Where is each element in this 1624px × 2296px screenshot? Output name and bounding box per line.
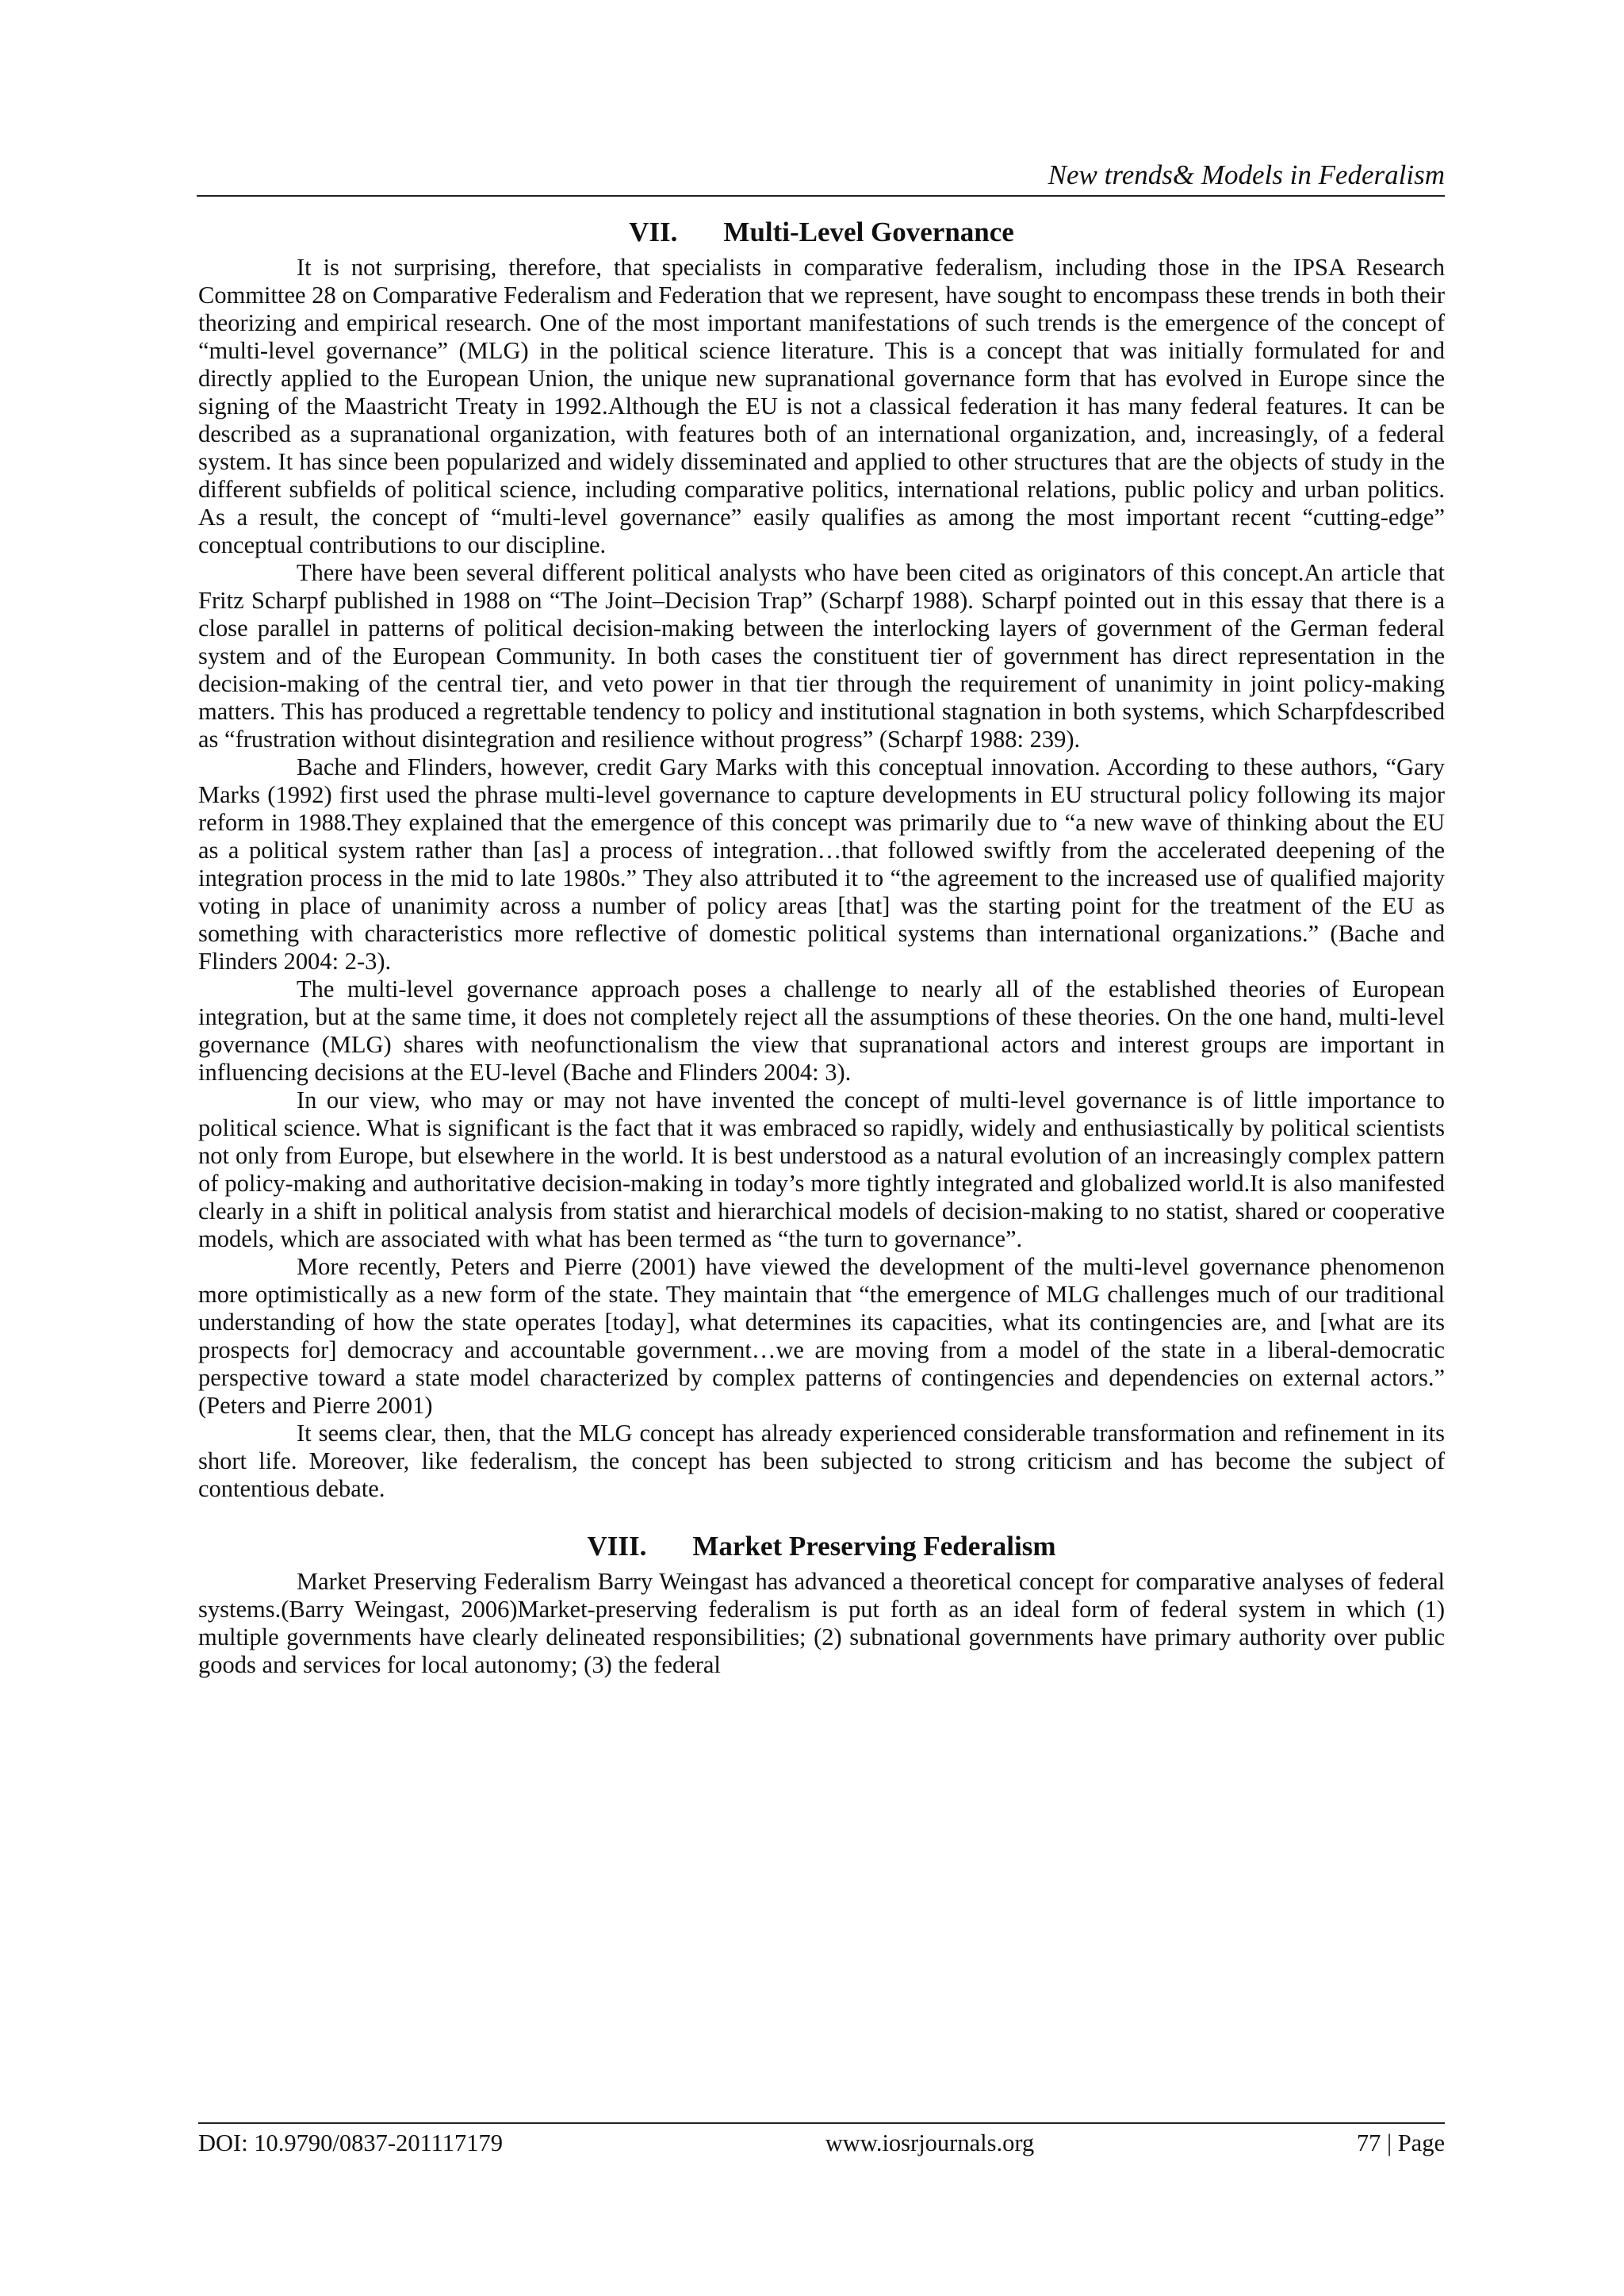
paragraph: It seems clear, then, that the MLG concept has already experienced considerable transformation and refinement in its short life. Moreover, like federalism, the concept has been subjected to strong criticism and has become the subject of contentious debate. xyxy=(198,1420,1445,1502)
running-title: New trends& Models in Federalism xyxy=(1048,159,1445,190)
paragraph: Market Preserving Federalism Barry Weingast has advanced a theoretical concept for comparative analyses of federal systems.(Barry Weingast, 2006)Market-preserving federalism is put forth as an ideal form of federal system in which (1) multiple governments have clearly delineated responsibilities; (2) subnational governments have primary authority over public goods and services for local autonomy; (3) the federal xyxy=(198,1568,1445,1678)
section-title: Multi-Level Governance xyxy=(723,217,1014,247)
footer-doi: DOI: 10.9790/0837-201117179 xyxy=(198,2129,504,2156)
section-heading-multi-level-governance xyxy=(198,216,1445,249)
paragraph: More recently, Peters and Pierre (2001) have viewed the development of the multi-level governance phenomenon more optimistically as a new form of the state. They maintain that “the emergence of MLG challenges much of our traditional understanding of how the state operates [today], what determines its capacities, what its contingencies are, and [what are its prospects for] democracy and accountable government…we are moving from a model of the state in a liberal-democratic perspective toward a state model characterized by complex patterns of contingencies and dependencies on external actors.” (Peters and Pierre 2001) xyxy=(198,1253,1445,1419)
article-body xyxy=(198,216,1445,1679)
section-heading-market-preserving-federalism xyxy=(198,1530,1445,1563)
section-number: VIII. xyxy=(587,1531,647,1562)
paragraph: Bache and Flinders, however, credit Gary Marks with this conceptual innovation. According to these authors, “Gary Marks (1992) first used the phrase multi-level governance to capture developments in EU structural policy following its major reform in 1988.They explained that the emergence of this concept was primarily due to “a new wave of thinking about the EU as a political system rather than [as] a process of integration…that followed swiftly from the accelerated deepening of the integration process in the mid to late 1980s.” They also attributed it to “the agreement to the increased use of qualified majority voting in place of unanimity across a number of policy areas [that] was the starting point for the treatment of the EU as something with characteristics more reflective of domestic political systems than international organizations.” (Bache and Flinders 2004: 2-3). xyxy=(198,753,1445,975)
section-number: VII. xyxy=(629,217,678,247)
paragraph: There have been several different political analysts who have been cited as originators of this concept.An article that Fritz Scharpf published in 1988 on “The Joint–Decision Trap” (Scharpf 1988). Scharpf pointed out in this essay that there is a close parallel in patterns of political decision-making between the interlocking layers of government of the German federal system and of the European Community. In both cases the constituent tier of government has direct representation in the decision-making of the central tier, and veto power in that tier through the requirement of unanimity in joint policy-making matters. This has produced a regrettable tendency to policy and institutional stagnation in both systems, which Scharpfdescribed as “frustration without disintegration and resilience without progress” (Scharpf 1988: 239). xyxy=(198,559,1445,753)
paragraph: It is not surprising, therefore, that specialists in comparative federalism, including those in the IPSA Research Committee 28 on Comparative Federalism and Federation that we represent, have sought to encompass these trends in both their theorizing and empirical research. One of the most important manifestations of such trends is the emergence of the concept of “multi-level governance” (MLG) in the political science literature. This is a concept that was initially formulated for and directly applied to the European Union, the unique new supranational governance form that has evolved in Europe since the signing of the Maastricht Treaty in 1992.Although the EU is not a classical federation it has many federal features. It can be described as a supranational organization, with features both of an international organization, and, increasingly, of a federal system. It has since been popularized and widely disseminated and applied to other structures that are the objects of study in the different subfields of political science, including comparative politics, international relations, public policy and urban politics. As a result, the concept of “multi-level governance” easily qualifies as among the most important recent “cutting-edge” conceptual contributions to our discipline. xyxy=(198,254,1445,558)
footer-website: www.iosrjournals.org xyxy=(825,2129,1035,2156)
page-footer xyxy=(198,2122,1445,2157)
section-title: Market Preserving Federalism xyxy=(692,1531,1056,1562)
footer-page-number: 77 | Page xyxy=(1356,2129,1445,2156)
paragraph: In our view, who may or may not have invented the concept of multi-level governance is of little importance to political science. What is significant is the fact that it was embraced so rapidly, widely and enthusiastically by political scientists not only from Europe, but elsewhere in the world. It is best understood as a natural evolution of an increasingly complex pattern of policy-making and authoritative decision-making in today’s more tightly integrated and globalized world.It is also manifested clearly in a shift in political analysis from statist and hierarchical models of decision-making to no statist, shared or cooperative models, which are associated with what has been termed as “the turn to governance”. xyxy=(198,1087,1445,1252)
paragraph: The multi-level governance approach poses a challenge to nearly all of the established theories of European integration, but at the same time, it does not completely reject all the assumptions of these theories. On the one hand, multi-level governance (MLG) shares with neofunctionalism the view that supranational actors and interest groups are important in influencing decisions at the EU-level (Bache and Flinders 2004: 3). xyxy=(198,976,1445,1086)
running-header xyxy=(197,155,1445,197)
